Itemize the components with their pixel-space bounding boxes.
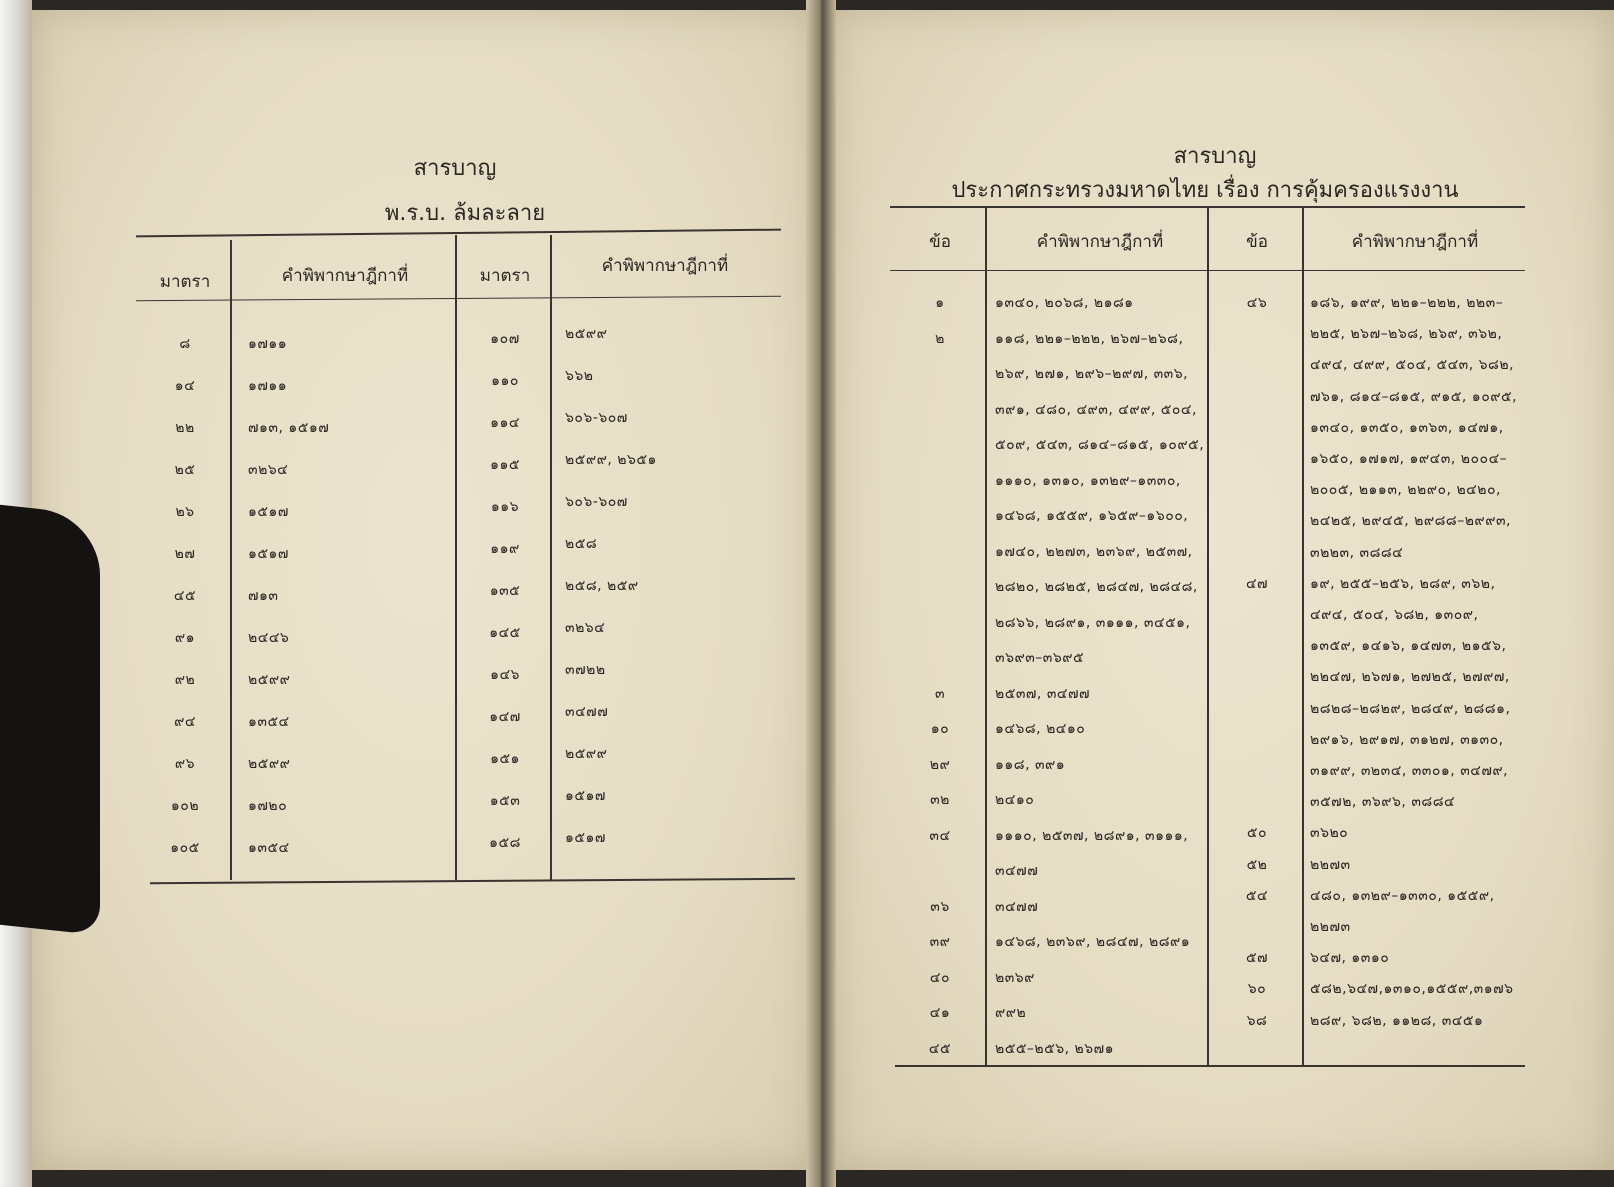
- left-row-section-2: ๑๓๕: [489, 583, 521, 599]
- left-row-ruling-1: ๒๕๙๙: [248, 672, 291, 688]
- left-row-section-2: ๑๕๑: [490, 751, 520, 767]
- left-row-ruling-1: ๓๒๖๔: [248, 462, 289, 478]
- right-row-ruling-2: ๔๘๐, ๑๓๒๙–๑๓๓๐, ๑๕๕๙,: [1310, 887, 1495, 904]
- right-row-item-1: ๑๐: [930, 721, 950, 737]
- right-row-ruling-2: ๓๒๒๓, ๓๘๘๔: [1310, 544, 1404, 561]
- left-row-ruling-2: ๖๐๖-๖๐๗: [565, 494, 628, 510]
- left-row-ruling-2: ๑๕๑๗: [565, 830, 606, 846]
- right-header-item-2: ข้อ: [1246, 232, 1268, 252]
- left-row-section-1: ๘: [179, 336, 191, 352]
- right-row-ruling-2: ๒๔๒๕, ๒๙๔๕, ๒๙๘๘–๒๙๙๓,: [1310, 513, 1511, 530]
- left-row-section-1: ๙๒: [174, 672, 196, 688]
- right-row-ruling-2: ๑๓๔๐, ๑๓๕๐, ๑๓๖๓, ๑๔๗๑,: [1310, 419, 1504, 436]
- right-row-ruling-2: ๒๒๗๓: [1310, 919, 1351, 935]
- right-row-item-2: ๕๐: [1246, 825, 1268, 842]
- left-row-ruling-1: ๑๗๒๐: [248, 798, 288, 814]
- left-row-section-1: ๙๔: [174, 714, 196, 730]
- right-row-item-1: ๓๙: [929, 934, 951, 950]
- left-header-section-1: มาตรา: [159, 272, 211, 292]
- left-row-section-2: ๑๔๖: [490, 667, 520, 683]
- right-row-ruling-2: ๒๘๙, ๖๘๒, ๑๑๒๘, ๓๔๕๑: [1310, 1012, 1484, 1029]
- right-row-ruling-2: ๑๙, ๒๕๕–๒๕๖, ๒๘๙, ๓๖๒,: [1310, 575, 1496, 592]
- left-row-ruling-2: ๓๔๗๗: [565, 704, 609, 720]
- right-row-item-1: ๓: [934, 685, 946, 702]
- left-title: สารบาญ: [413, 156, 497, 181]
- left-row-ruling-1: ๑๓๕๔: [248, 840, 290, 856]
- right-row-ruling-1: ๒๘๒๐, ๒๘๒๕, ๒๘๔๗, ๒๘๔๘,: [995, 579, 1198, 595]
- right-row-ruling-2: ๓๑๙๙, ๓๒๓๔, ๓๓๐๑, ๓๔๗๙,: [1310, 763, 1509, 779]
- left-row-ruling-1: ๑๗๑๑: [248, 378, 288, 394]
- right-row-ruling-1: ๙๙๒: [995, 1005, 1027, 1021]
- right-row-ruling-2: ๑๘๖, ๑๙๙, ๒๒๑–๒๒๒, ๒๒๓–: [1310, 295, 1504, 311]
- left-row-ruling-2: ๑๕๑๗: [565, 788, 606, 804]
- right-row-ruling-1: ๒๘๖๖, ๒๘๙๑, ๓๑๑๑, ๓๔๕๑,: [995, 614, 1191, 631]
- left-row-section-1: ๒๖: [175, 504, 195, 520]
- right-row-ruling-1: ๑๑๑๐, ๒๕๓๗, ๒๘๙๑, ๓๑๑๑,: [995, 827, 1189, 844]
- left-row-ruling-2: ๒๕๘: [565, 536, 598, 552]
- right-row-item-2: ๕๔: [1245, 887, 1269, 904]
- right-row-ruling-2: ๒๘๒๘–๒๘๒๙, ๒๘๔๙, ๒๘๘๑,: [1310, 700, 1511, 717]
- left-row-section-2: ๑๑๕: [490, 457, 520, 473]
- left-row-ruling-2: ๒๕๙๙: [565, 326, 608, 342]
- right-col-divider-3: [1302, 206, 1304, 1066]
- left-row-section-1: ๑๐๒: [170, 798, 200, 814]
- right-row-ruling-2: ๕๘๒,๖๔๗,๑๓๑๐,๑๕๕๙,๓๑๗๖: [1310, 981, 1514, 998]
- left-row-ruling-2: ๖๖๒: [565, 368, 594, 384]
- right-row-ruling-1: ๒๕๓๗, ๓๔๗๗: [995, 685, 1091, 702]
- right-row-ruling-2: ๒๙๑๖, ๒๙๑๗, ๓๑๒๗, ๓๑๓๐,: [1310, 731, 1504, 748]
- right-row-ruling-1: ๓๖๙๓–๓๖๙๕: [995, 650, 1085, 666]
- left-row-section-2: ๑๐๗: [490, 331, 520, 347]
- right-row-item-1: ๔๑: [929, 1005, 951, 1021]
- right-row-ruling-1: ๒๓๖๙: [995, 969, 1035, 986]
- right-row-ruling-1: ๓๙๑, ๔๘๐, ๔๙๓, ๔๙๙, ๕๐๔,: [995, 401, 1197, 418]
- left-row-ruling-2: ๖๐๖-๖๐๗: [565, 410, 628, 426]
- left-row-section-1: ๙๖: [174, 756, 196, 772]
- left-row-section-1: ๑๔: [174, 378, 196, 394]
- right-row-ruling-1: ๑๑๘, ๒๒๑–๒๒๒, ๒๖๗–๒๖๘,: [995, 330, 1184, 347]
- left-row-ruling-1: ๑๗๑๑: [248, 336, 288, 352]
- right-row-item-2: ๔๖: [1246, 295, 1268, 311]
- thumb-shadow: [0, 505, 100, 936]
- left-row-ruling-2: ๒๕๙๙: [565, 746, 608, 762]
- right-row-ruling-1: ๒๔๑๐: [995, 792, 1035, 808]
- right-row-ruling-2: ๖๔๗, ๑๓๑๐: [1310, 950, 1390, 967]
- left-row-ruling-2: ๒๕๙๙, ๒๖๕๑: [565, 452, 657, 468]
- right-row-item-1: ๒๙: [929, 756, 951, 773]
- left-row-ruling-1: ๑๕๑๗: [248, 546, 289, 562]
- left-header-ruling-2: คำพิพากษาฎีกาที่: [601, 256, 729, 276]
- right-row-ruling-2: ๓๕๗๒, ๓๖๙๖, ๓๘๘๔: [1310, 794, 1456, 811]
- left-row-ruling-2: ๓๒๖๔: [565, 620, 606, 636]
- right-row-ruling-2: ๔๙๔, ๔๙๙, ๕๐๔, ๕๔๓, ๖๘๒,: [1310, 357, 1515, 374]
- left-row-section-2: ๑๑๖: [490, 499, 520, 515]
- right-row-ruling-1: ๑๔๖๘, ๒๔๑๐: [995, 721, 1086, 737]
- left-col-divider-1: [230, 240, 232, 880]
- right-row-ruling-1: ๑๗๔๐, ๒๒๗๓, ๒๓๖๙, ๒๕๓๗,: [995, 543, 1193, 560]
- right-row-ruling-2: ๓๖๒๐: [1310, 825, 1349, 842]
- left-col-divider-3: [550, 235, 552, 880]
- left-col-divider-2: [455, 235, 457, 880]
- left-row-section-2: ๑๔๕: [489, 625, 521, 641]
- right-row-item-1: ๓๒: [930, 792, 950, 808]
- right-row-ruling-1: ๓๔๗๗: [995, 863, 1039, 879]
- right-col-divider-1: [985, 206, 987, 1066]
- right-row-ruling-2: ๑๓๕๙, ๑๔๑๖, ๑๔๗๓, ๒๑๕๖,: [1310, 638, 1507, 655]
- right-header-ruling-1: คำพิพากษาฎีกาที่: [1036, 232, 1164, 252]
- left-row-ruling-2: ๒๕๘, ๒๕๙: [565, 578, 639, 594]
- right-row-ruling-1: ๓๔๗๗: [995, 898, 1039, 915]
- right-row-item-1: ๓๔: [929, 827, 951, 844]
- left-row-section-1: ๒๕: [174, 462, 196, 478]
- left-row-ruling-1: ๑๕๑๗: [248, 504, 289, 520]
- right-row-ruling-2: ๒๒๗๓: [1310, 856, 1351, 873]
- left-header-section-2: มาตรา: [479, 266, 531, 286]
- left-row-section-2: ๑๑๐: [491, 373, 519, 389]
- left-row-section-1: ๒๗: [174, 546, 196, 562]
- left-row-ruling-1: ๗๑๓: [248, 588, 279, 604]
- left-subtitle: พ.ร.บ. ล้มละลาย: [384, 201, 546, 226]
- right-row-ruling-2: ๔๙๔, ๕๐๔, ๖๘๒, ๑๓๐๙,: [1310, 607, 1479, 623]
- left-row-section-1: ๑๐๕: [170, 840, 200, 856]
- right-header-ruling-2: คำพิพากษาฎีกาที่: [1351, 232, 1479, 252]
- left-row-section-1: ๙๑: [174, 630, 196, 646]
- left-row-section-2: ๑๕๘: [489, 835, 521, 851]
- right-row-ruling-2: ๗๖๑, ๘๑๔–๘๑๕, ๙๑๕, ๑๐๙๕,: [1310, 388, 1518, 405]
- right-row-item-1: ๓๖: [930, 898, 950, 915]
- left-row-section-2: ๑๔๗: [489, 709, 521, 725]
- left-row-ruling-1: ๗๑๓, ๑๕๑๗: [248, 420, 330, 436]
- right-row-item-1: ๒: [935, 330, 945, 347]
- left-row-section-2: ๑๑๙: [490, 541, 520, 557]
- left-row-ruling-1: ๒๕๙๙: [248, 756, 291, 772]
- right-col-divider-2: [1207, 206, 1209, 1066]
- right-row-ruling-1: ๑๑๘, ๓๙๑: [995, 756, 1066, 773]
- right-row-ruling-1: ๒๖๙, ๒๗๑, ๒๙๖–๒๙๗, ๓๓๖,: [995, 366, 1189, 382]
- right-row-item-1: ๔๐: [929, 969, 951, 986]
- left-header-ruling-1: คำพิพากษาฎีกาที่: [281, 266, 409, 286]
- right-row-item-2: ๔๗: [1245, 575, 1269, 592]
- book-gutter: [806, 0, 836, 1187]
- right-row-ruling-1: ๕๐๙, ๕๔๓, ๘๑๔–๘๑๕, ๑๐๙๕,: [995, 437, 1205, 453]
- right-row-ruling-2: ๒๐๐๕, ๒๑๑๓, ๒๒๙๐, ๒๔๒๐,: [1310, 482, 1501, 499]
- left-row-ruling-1: ๒๔๔๖: [248, 630, 290, 646]
- right-row-item-2: ๕๒: [1246, 856, 1268, 873]
- right-row-ruling-1: ๑๔๖๘, ๒๓๖๙, ๒๘๔๗, ๒๘๙๑: [995, 934, 1191, 950]
- right-row-ruling-1: ๑๓๔๐, ๒๐๖๘, ๒๑๘๑: [995, 295, 1134, 311]
- right-row-item-1: ๔๕: [928, 1040, 952, 1057]
- left-row-section-1: ๒๒: [175, 420, 195, 436]
- right-row-item-2: ๖๐: [1247, 981, 1267, 998]
- right-row-ruling-1: ๑๔๖๘, ๑๕๕๙, ๑๖๕๙–๑๖๐๐,: [995, 508, 1189, 524]
- right-table-bottom-rule: [895, 1065, 1525, 1067]
- right-row-item-1: ๑: [935, 295, 945, 311]
- right-row-ruling-2: ๑๖๕๐, ๑๗๑๗, ๑๙๔๓, ๒๐๐๔–: [1310, 451, 1508, 467]
- right-row-item-2: ๕๗: [1245, 950, 1269, 967]
- right-title: สารบาญ: [1173, 144, 1257, 169]
- right-row-ruling-2: ๒๒๕, ๒๖๗–๒๖๘, ๒๖๙, ๓๖๒,: [1310, 326, 1503, 343]
- left-row-section-2: ๑๑๔: [490, 415, 520, 431]
- left-row-ruling-1: ๑๓๕๔: [248, 714, 290, 730]
- right-subtitle: ประกาศกระทรวงมหาดไทย เรื่อง การคุ้มครองแรงงาน: [951, 178, 1459, 203]
- right-row-ruling-2: ๒๒๔๗, ๒๖๗๑, ๒๗๒๕, ๒๗๙๗,: [1310, 669, 1510, 686]
- right-header-item-1: ข้อ: [929, 232, 951, 252]
- left-row-section-2: ๑๕๓: [489, 793, 521, 809]
- left-row-ruling-2: ๓๗๒๒: [565, 662, 606, 678]
- right-row-ruling-1: ๑๑๑๐, ๑๓๑๐, ๑๓๒๙–๑๓๓๐,: [995, 472, 1181, 489]
- left-row-section-1: ๔๕: [173, 588, 197, 604]
- right-row-ruling-1: ๒๕๕–๒๕๖, ๒๖๗๑: [995, 1040, 1115, 1057]
- right-row-item-2: ๖๘: [1246, 1012, 1268, 1029]
